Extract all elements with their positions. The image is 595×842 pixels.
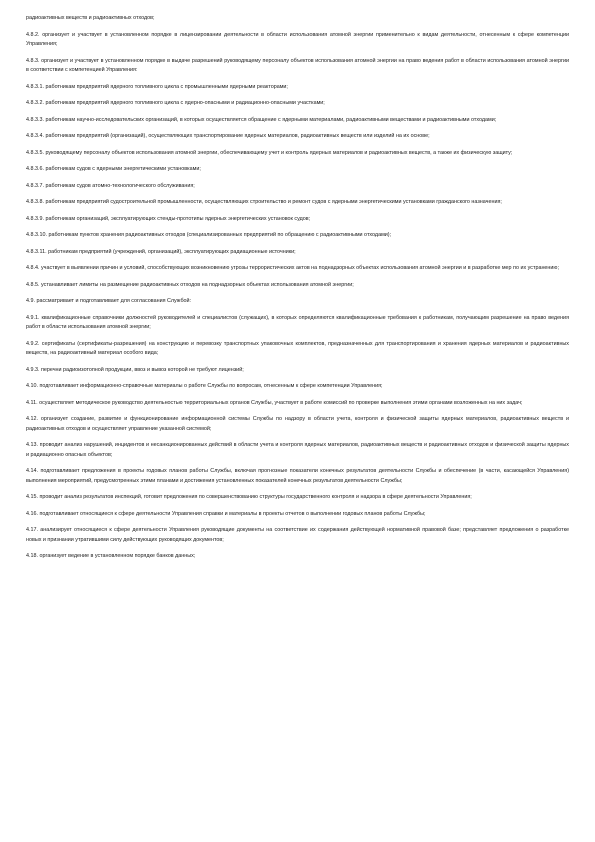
paragraph: 4.8.3.11. работникам предприятий (учреждений, организаций), эксплуатирующих радиационные источники; xyxy=(26,248,296,255)
paragraph: 4.8.2. организует и участвует в установленном порядке в лицензировании деятельности в области использования атомной энергии применительно к видам деятельности, отнесенным к сфере компетенции Управления; xyxy=(26,31,569,48)
paragraph: 4.8.3.7. работникам судов атомно-технологического обслуживания; xyxy=(26,182,195,189)
paragraph: 4.8.3.2. работникам предприятий ядерного топливного цикла с ядерно-опасными и радиационно-опасными участками; xyxy=(26,100,325,107)
paragraph: 4.9.3. перечни радиоизотопной продукции, ввоз и вывоз которой не требуют лицензий; xyxy=(26,366,244,373)
paragraph: 4.8.3.6. работникам судов с ядерными энергетическими установками; xyxy=(26,166,201,173)
paragraph: 4.8.3.10. работникам пунктов хранения радиоактивных отходов (специализированных предприятий по обращению с радиоактивными отходами); xyxy=(26,232,392,239)
paragraph: 4.13. проводит анализ нарушений, инцидентов и несанкционированных действий в области учета и контроля ядерных материалов, радиоактивных веществ и радиоактивных отходов и физической защиты ядерных и радиационно опасных объектов; xyxy=(26,442,569,458)
paragraph: 4.18. организует ведение в установленном порядке банков данных; xyxy=(26,553,196,560)
paragraph: 4.8.3.3. работникам научно-исследовательских организаций, в которых осуществляется обращение с ядерными материалами, радиоактивными веществами и радиоактивными отходами; xyxy=(26,116,497,123)
paragraph: 4.8.3.1. работникам предприятий ядерного топливного цикла с промышленными ядерными реакторами; xyxy=(26,83,288,90)
paragraph: 4.8.3. организует и участвует в установленном порядке в выдаче разрешений руководящему персоналу объектов использования атомной энергии на право ведения работ в области использования атомной энергии в соответствии с компетенцией Управления: xyxy=(26,57,569,74)
paragraph: 4.11. осуществляет методическое руководство деятельностью территориальных органов Службы, участвует в работе комиссий по проверке выполнения этими органами возложенных на них задач; xyxy=(26,399,523,406)
paragraph: 4.8.3.4. работникам предприятий (организаций), осуществляющих транспортирование ядерных материалов, радиоактивных веществ или изделий на их основе; xyxy=(26,133,430,140)
paragraph: 4.9.1. квалификационные справочники должностей руководителей и специалистов (служащих), в которых определяются квалификационные требования к работникам, получающим разрешение на право ведения работ в области использования атомной энергии; xyxy=(26,314,569,331)
paragraph: 4.14. подготавливает предложения в проекты годовых планов работы Службы, включая прогнозные показатели конечных результатов деятельности Службы и обеспечение (в части, касающейся Управления) выполнения мероприятий, предусмотренных этими планами и достижения установленных показателей конечных результатов деятельности Службы; xyxy=(26,468,569,484)
paragraph: 4.10. подготавливает информационно-справочные материалы о работе Службы по вопросам, отнесенным к сфере компетенции Управления; xyxy=(26,383,383,390)
paragraph: 4.15. проводит анализ результатов инспекций, готовит предложения по совершенствованию структуры государственного контроля и надзора в сфере деятельности Управления; xyxy=(26,494,472,501)
paragraph: 4.17. анализирует относящиеся к сфере деятельности Управления руководящие документы на соответствие их содержания действующей нормативной правовой базе; представляет предложения о разработке новых и признании утратившими силу действующих руководящих документов; xyxy=(26,527,569,543)
paragraph: 4.8.4. участвует в выявлении причин и условий, способствующих возникновению угрозы террористических актов на поднадзорных объектах использования атомной энергии и в разработке мер по их устранению; xyxy=(26,265,559,272)
paragraph: 4.12. организует создание, развитие и функционирование информационной системы Службы по надзору в области учета, контроля и физической защиты ядерных материалов, радиоактивных веществ и радиоактивных отходов и осуществляет управление указанной системой; xyxy=(26,416,569,432)
paragraph: радиоактивных веществ и радиоактивных отходов; xyxy=(26,15,155,21)
paragraph: 4.9. рассматривает и подготавливает для согласования Службой: xyxy=(26,298,192,305)
paragraph: 4.8.5. устанавливает лимиты на размещение радиоактивных отходов на поднадзорных объектах использования атомной энергии; xyxy=(26,281,354,288)
paragraph: 4.16. подготавливает относящиеся к сфере деятельности Управления справки и материалы в проекты отчетов о выполнении годовых планов работы Службы; xyxy=(26,510,426,517)
paragraph: 4.9.2. сертификаты (сертификаты-разрешения) на конструкцию и перевозку транспортных упаковочных комплектов, предназначенных для транспортирования и хранения ядерных материалов и радиоактивных веществ, на радиоактивный материал особого вида; xyxy=(26,340,569,357)
paragraph: 4.8.3.9. работникам организаций, эксплуатирующих стенды-прототипы ядерных энергетических установок судов; xyxy=(26,215,311,222)
paragraph: 4.8.3.8. работникам предприятий судостроительной промышленности, осуществляющих строительство и ремонт судов с ядерными энергетическими установками гражданского назначения; xyxy=(26,199,502,206)
paragraph: 4.8.3.5. руководящему персоналу объектов использования атомной энергии, обеспечивающему учет и контроль ядерных материалов и радиоактивных веществ, а также их физическую защиту; xyxy=(26,149,513,156)
